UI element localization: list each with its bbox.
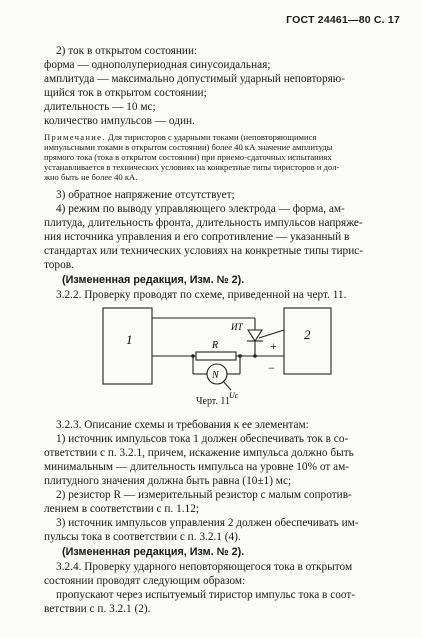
section-3-2-3-line-1: 3.2.3. Описание схемы и требования к ее элементам:	[56, 419, 309, 431]
box-1-label: 1	[126, 332, 133, 347]
figure-caption: Черт. 11	[196, 396, 231, 407]
revision-note-1: (Измененная редакция, Изм. № 2).	[62, 274, 245, 286]
item-4-line-5: торов.	[44, 259, 74, 271]
resistor-label: R	[212, 340, 219, 351]
resistor-symbol	[196, 352, 236, 360]
section-3-2-4-line-4: ветствии с п. 3.2.1 (2).	[44, 603, 151, 615]
page-header: ГОСТ 24461—80 С. 17	[286, 14, 400, 26]
section-3-2-3-line-9: пульсы тока в соответствии с п. 3.2.1 (4).	[44, 531, 241, 543]
count-line: количество импульсов — один.	[44, 115, 195, 127]
paragraph-3-2-2: 3.2.2. Проверку проводят по схеме, приведенной на черт. 11.	[56, 289, 347, 301]
form-line: форма — однополупериодная синусоидальная;	[44, 59, 271, 71]
section-3-2-3-line-4: минимальным — длительность импульса на уровне 10% от ам-	[44, 461, 349, 473]
thyristor-label: ИТ	[231, 322, 243, 332]
amplitude-line-2: щийся ток в открытом состоянии;	[44, 87, 207, 99]
amplitude-line-1: амплитуда — максимально допустимый ударный неповторяю-	[44, 73, 346, 85]
duration-line: длительность — 10 мс;	[44, 101, 156, 113]
section-3-2-4-line-3: пропускают через испытуемый тиристор импульс тока в соот-	[56, 589, 356, 601]
note-line-3: прямого тока (тока в открытом состоянии) при приемо-сдаточных испытаниях	[44, 152, 332, 162]
section-3-2-3-line-7: лением в соответствии с п. 1.12;	[44, 503, 199, 515]
section-3-2-4-line-1: 3.2.4. Проверку ударного неповторяющегося тока в открытом	[56, 561, 353, 573]
item-4-line-3: ния источника управления и его сопротивление — указанный в	[44, 231, 350, 243]
item-4-line-2: плитуда, длительность фронта, длительность импульсов напряже-	[44, 217, 363, 229]
section-3-2-3-line-2: 1) источник импульсов тока 1 должен обеспечивать ток в со-	[56, 433, 349, 445]
item-4-line-4: стандартах или технических условиях на конкретные типы тирис-	[44, 245, 364, 257]
item-4-line-1: 4) режим по выводу управляющего электрода — форма, ам-	[56, 203, 345, 215]
item-3-line: 3) обратное напряжение отсутствует;	[56, 189, 235, 201]
note-line-2: импульсными токами в открытом состоянии) более 40 кА значение амплитуды	[44, 142, 333, 152]
note-line-5: жно быть не более 40 кА.	[44, 172, 138, 182]
section-3-2-4-line-2: состоянии проводят следующим образом:	[44, 575, 246, 587]
note-label: Примечание.	[44, 132, 106, 142]
section-3-2-3-line-6: 2) резистор R — измерительный резистор с малым сопротив-	[56, 489, 352, 501]
box-2-label: 2	[304, 327, 311, 342]
item-2-line: 2) ток в открытом состоянии:	[56, 45, 198, 57]
thyristor-symbol	[248, 330, 262, 341]
section-3-2-3-line-5: плитудного значения должна быть равна (10±1) мс;	[44, 475, 292, 487]
section-3-2-3-line-3: ответствии с п. 3.2.1, причем, искажение импульса должно быть	[44, 447, 354, 459]
meter-output-label: Uc	[229, 391, 239, 400]
note-text-1: Для тиристоров с ударными токами (неповторяющимися	[105, 132, 317, 142]
section-3-2-3-line-8: 3) источник импульсов управления 2 должен обеспечивать им-	[56, 517, 359, 529]
revision-note-2: (Измененная редакция, Изм. № 2).	[62, 546, 245, 558]
meter-label: N	[212, 370, 219, 381]
minus-sign: −	[268, 361, 275, 375]
plus-sign: +	[270, 339, 277, 353]
note-line-4: устанавливается в технических условиях на конкретные типы тиристоров и дол-	[44, 162, 340, 172]
